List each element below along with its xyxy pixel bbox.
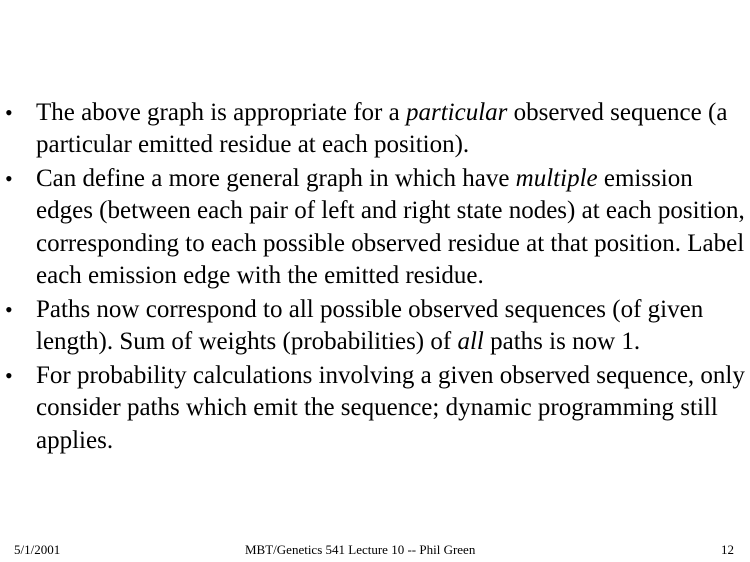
bullet-item [0, 163, 750, 293]
emphasis-text: particular [405, 99, 508, 126]
bullet-marker: • [5, 362, 13, 388]
bullet-text: For probability calculations involving a given observed sequence, only consider paths which emit the sequence; dynamic programming still applies. [36, 361, 745, 454]
page-number: 12 [721, 542, 734, 557]
bullet-item [0, 97, 750, 162]
bullet-text: observed sequence (a particular emitted residue at each position). [36, 99, 728, 159]
emphasis-text: all [457, 328, 484, 356]
footer-title: MBT/Genetics 541 Lecture 10 -- Phil Green [245, 542, 476, 557]
bullet-marker: • [5, 296, 13, 322]
bullet-item [0, 360, 750, 457]
bullet-item [0, 294, 750, 359]
bullet-text: The above graph is appropriate for a [36, 99, 406, 126]
footer-date: 5/1/2001 [14, 542, 61, 557]
bullet-text: paths is now 1. [483, 328, 641, 356]
emphasis-text: multiple [515, 165, 598, 192]
bullet-marker: • [5, 166, 13, 191]
bullet-marker: • [5, 100, 13, 125]
bullet-text: emission edges (between each pair of left and right state nodes) at each position, corresponding to each possible observed residue at that position. Label each emission edge with the emitted residue. [36, 165, 745, 290]
bullet-text: Can define a more general graph in which have [36, 165, 516, 192]
bullet-text: Paths now correspond to all possible observed sequences (of given length). Sum of weights (probabilities) of [36, 295, 704, 356]
bullet-list [0, 97, 750, 458]
